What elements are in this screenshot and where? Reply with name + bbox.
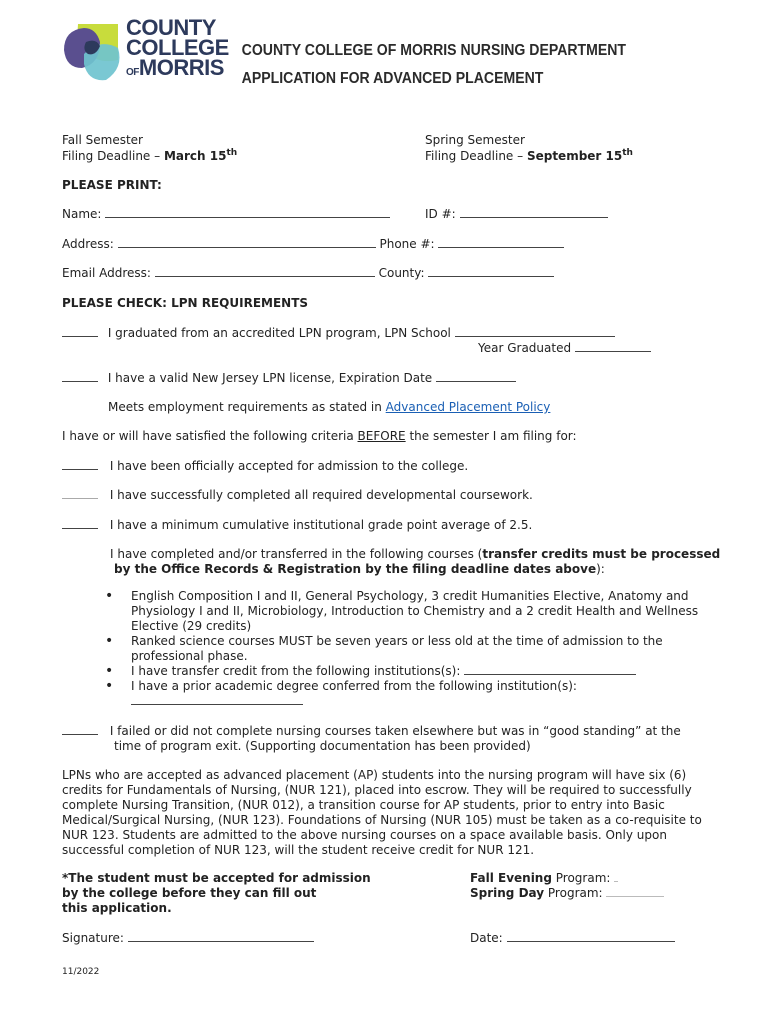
spring-deadline-date: September 15 — [526, 149, 623, 163]
college-logo — [60, 14, 229, 102]
courses-row-line2 — [114, 562, 605, 576]
date-label: Date: — [470, 931, 503, 945]
lpn-graduated-row — [62, 326, 615, 340]
address-label: Address: — [62, 237, 114, 251]
fall-deadline-date: March 15 — [163, 149, 227, 163]
course-list-text: I have a prior academic degree conferred from the following institution(s): — [131, 679, 577, 693]
courses-row-line1 — [110, 547, 720, 561]
admission-note-line2: by the college before they can fill out — [62, 886, 317, 900]
course-list — [105, 589, 705, 709]
fall-deadline-sup: th — [226, 148, 238, 158]
lpn-heading: PLEASE CHECK: LPN REQUIREMENTS — [62, 296, 309, 310]
fall-evening-program-row — [470, 871, 618, 885]
fall-deadline-prefix: Filing Deadline – — [62, 149, 164, 163]
failed-check[interactable] — [62, 733, 98, 735]
address-field-row — [62, 237, 564, 251]
course-list-item — [105, 634, 705, 664]
accepted-check[interactable] — [62, 468, 98, 470]
lpn-license-row — [62, 371, 516, 385]
prior-degree-institution-field[interactable] — [131, 703, 303, 705]
gpa-check[interactable] — [62, 527, 98, 529]
employment-text: Meets employment requirements as stated in — [108, 400, 386, 414]
id-field[interactable] — [460, 216, 608, 218]
criteria-intro-a: I have or will have satisfied the following criteria — [62, 429, 358, 443]
criteria-intro-before: BEFORE — [357, 429, 406, 443]
spring-day-label: Spring Day — [470, 886, 545, 900]
courses-end: ): — [596, 562, 605, 576]
accepted-text: I have been officially accepted for admission to the college. — [109, 459, 469, 473]
gpa-row — [62, 518, 532, 532]
course-list-text: Ranked science courses MUST be seven years or less old at the time of admission to the professional phase. — [131, 634, 663, 663]
signature-field[interactable] — [128, 940, 314, 942]
course-list-text: I have transfer credit from the following institutions(s): — [131, 664, 461, 678]
fall-semester-label: Fall Semester — [62, 133, 143, 147]
employment-row — [108, 400, 550, 414]
spring-deadline-sup: th — [622, 148, 633, 158]
lpn-school-field[interactable] — [455, 335, 615, 337]
fall-evening-label: Fall Evening — [470, 871, 552, 885]
developmental-text: I have successfully completed all required developmental coursework. — [109, 488, 533, 502]
logo-word-morris: MORRIS — [138, 55, 224, 80]
lpn-license-check[interactable] — [62, 380, 98, 382]
logo-word-county: COUNTY — [126, 15, 216, 40]
fall-evening-field[interactable] — [614, 880, 618, 882]
revision-date: 11/2022 — [62, 967, 100, 977]
developmental-row — [62, 488, 533, 502]
logo-word-of: OF — [126, 67, 139, 78]
spring-day-program-row — [470, 886, 664, 900]
course-list-text: English Composition I and II, General Psychology, 3 credit Humanities Elective, Anatomy and Physiology I and II, Microbiology, Introduction to Chemistry and a 2 credit Health and Wellness Elective (29 credits) — [131, 589, 699, 633]
form-title-line2: APPLICATION FOR ADVANCED PLACEMENT — [241, 70, 544, 87]
logo-mark-icon — [60, 20, 124, 84]
criteria-intro-b: the semester I am filing for: — [405, 429, 577, 443]
spring-day-field[interactable] — [606, 895, 664, 897]
form-title-line1: COUNTY COLLEGE OF MORRIS NURSING DEPARTMENT — [241, 42, 627, 59]
fall-evening-program-label: Program: — [551, 871, 611, 885]
logo-word-college: COLLEGE — [126, 35, 229, 60]
criteria-intro — [62, 429, 577, 443]
expiration-date-field[interactable] — [436, 380, 516, 382]
course-list-item — [105, 589, 705, 634]
phone-label: Phone #: — [379, 237, 435, 251]
spring-deadline — [425, 148, 633, 163]
spring-semester-label: Spring Semester — [425, 133, 525, 147]
email-label: Email Address: — [62, 266, 151, 280]
name-field[interactable] — [105, 216, 390, 218]
admission-note-line1: *The student must be accepted for admission — [62, 871, 371, 885]
accepted-row — [62, 459, 468, 473]
lpn-graduated-check[interactable] — [62, 335, 98, 337]
advanced-placement-policy-link[interactable]: Advanced Placement Policy — [385, 400, 551, 414]
spring-day-program-label: Program: — [544, 886, 603, 900]
failed-text-line1: I failed or did not complete nursing courses taken elsewhere but was in “good standing” at the — [109, 724, 681, 738]
course-list-item — [105, 664, 705, 679]
signature-row — [62, 931, 314, 945]
id-label: ID #: — [425, 207, 456, 221]
year-graduated-label: Year Graduated — [478, 341, 572, 355]
courses-bold-2: by the Office Records & Registration by the filing deadline dates above — [114, 562, 597, 576]
id-field-row — [425, 207, 608, 221]
courses-text: I have completed and/or transferred in the following courses ( — [110, 547, 483, 561]
failed-text-line2: time of program exit. (Supporting documentation has been provided) — [114, 739, 531, 753]
year-graduated-field[interactable] — [575, 350, 651, 352]
transfer-institution-field[interactable] — [464, 673, 636, 675]
please-print-heading: PLEASE PRINT: — [62, 178, 162, 192]
county-label: County: — [378, 266, 425, 280]
county-field[interactable] — [428, 275, 554, 277]
fall-deadline — [62, 148, 237, 163]
admission-note-line3: this application. — [62, 901, 172, 915]
course-list-item — [105, 679, 705, 709]
email-field[interactable] — [155, 275, 375, 277]
lpn-graduated-text: I graduated from an accredited LPN program, LPN School — [107, 326, 451, 340]
date-field[interactable] — [507, 940, 675, 942]
year-graduated-row — [478, 341, 651, 355]
gpa-text: I have a minimum cumulative institutional grade point average of 2.5. — [109, 518, 533, 532]
date-row — [470, 931, 675, 945]
escrow-paragraph: LPNs who are accepted as advanced placement (AP) students into the nursing program will have six (6) credits for Fundamentals of Nursing, (NUR 121), placed into escrow. They will be required to successfully complete Nursing Transition, (NUR 012), a transition course for AP students, prior to entry into Basic Medical/Surgical Nursing, (NUR 123). Foundations of Nursing (NUR 105) must be taken as a co-requisite to NUR 123. Students are admitted to the above nursing courses on a space available basis. Only upon successful completion of NUR 123, will the student receive credit for NUR 121. — [62, 768, 702, 857]
lpn-license-text: I have a valid New Jersey LPN license, Expiration Date — [107, 371, 433, 385]
signature-label: Signature: — [62, 931, 124, 945]
courses-bold-1: transfer credits must be processed — [482, 547, 721, 561]
failed-row — [62, 724, 681, 738]
email-field-row — [62, 266, 554, 280]
developmental-check[interactable] — [62, 497, 98, 499]
phone-field[interactable] — [438, 246, 564, 248]
address-field[interactable] — [118, 246, 376, 248]
name-label: Name: — [62, 207, 102, 221]
name-field-row — [62, 207, 390, 221]
spring-deadline-prefix: Filing Deadline – — [425, 149, 527, 163]
